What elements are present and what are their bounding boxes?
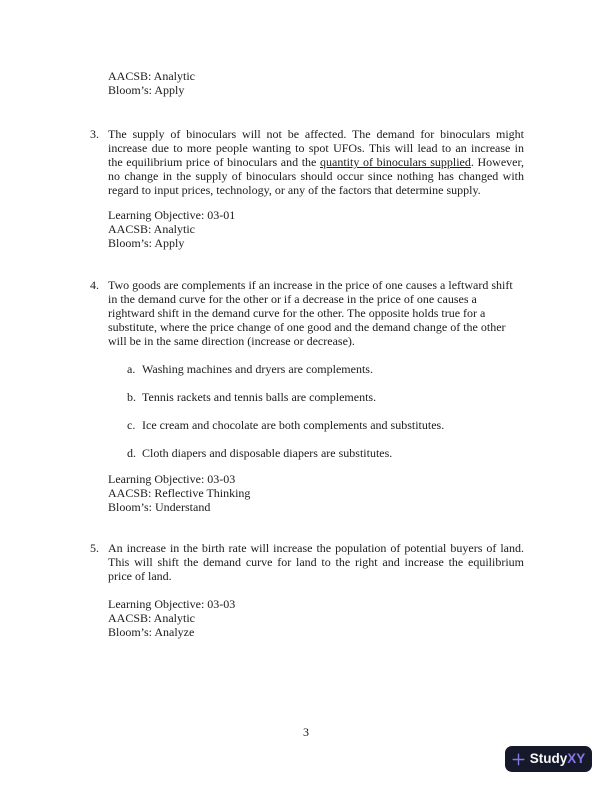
paragraph-line: price of land. (108, 569, 172, 583)
sub-item-text-b: Tennis rackets and tennis balls are complements. (142, 390, 377, 404)
paragraph-line: increase due to more people wanting to spot UFOs. This will lead to an increase in (108, 141, 524, 155)
paragraph-line: The supply of binoculars will not be affected. The demand for binoculars might (108, 127, 524, 141)
sub-item-letter-c: c. (127, 418, 136, 432)
paragraph-line: no change in the supply of binoculars should occur since nothing has changed with (108, 169, 524, 183)
answer-paragraph-5 (108, 541, 524, 583)
sub-item-letter-a: a. (127, 362, 136, 376)
meta-line-aacsb: AACSB: Analytic (108, 222, 196, 236)
text-segment: the equilibrium price of binoculars and the (108, 155, 320, 169)
list-item-number-5: 5. (90, 541, 99, 555)
list-item-number-3: 3. (90, 127, 99, 141)
list-item-number-4: 4. (90, 278, 99, 292)
paragraph-line: This will shift the demand curve for land to the right and increase the equilibrium (108, 555, 524, 569)
paragraph-line: will be in the same direction (increase or decrease). (108, 334, 355, 348)
meta-line-blooms: Bloom’s: Apply (108, 83, 185, 97)
paragraph-line: regard to input prices, technology, or any of the factors that determine supply. (108, 183, 481, 197)
underlined-phrase: quantity of binoculars supplied (320, 155, 471, 169)
meta-line-blooms: Bloom’s: Understand (108, 500, 211, 514)
plus-icon (512, 753, 525, 766)
sub-item-text-d: Cloth diapers and disposable diapers are substitutes. (142, 446, 393, 460)
text-segment: . However, (470, 155, 524, 169)
meta-line-learning-objective: Learning Objective: 03-03 (108, 472, 236, 486)
meta-line-aacsb: AACSB: Analytic (108, 69, 196, 83)
paragraph-line (108, 155, 524, 169)
page-number: 3 (303, 725, 309, 739)
meta-line-learning-objective: Learning Objective: 03-03 (108, 597, 236, 611)
paragraph-line: Two goods are complements if an increase in the price of one causes a leftward shift (108, 278, 513, 292)
answer-paragraph-4 (108, 278, 524, 348)
paragraph-line: in the demand curve for the other or if a decrease in the price of one causes a (108, 292, 477, 306)
paragraph-line: rightward shift in the demand curve for the other. The opposite holds true for a (108, 306, 486, 320)
answer-paragraph-3 (108, 127, 524, 197)
studyxy-logo[interactable] (505, 746, 592, 772)
meta-line-learning-objective: Learning Objective: 03-01 (108, 208, 236, 222)
meta-line-blooms: Bloom’s: Apply (108, 236, 185, 250)
sub-item-text-c: Ice cream and chocolate are both complements and substitutes. (142, 418, 445, 432)
meta-block-4 (108, 597, 235, 639)
sub-item-letter-d: d. (127, 446, 136, 460)
paragraph-line: An increase in the birth rate will increase the population of potential buyers of land. (108, 541, 524, 555)
brand-study-text: Study (529, 751, 568, 766)
meta-block-2 (108, 208, 235, 250)
meta-line-aacsb: AACSB: Reflective Thinking (108, 486, 251, 500)
meta-line-blooms: Bloom’s: Analyze (108, 625, 195, 639)
meta-line-aacsb: AACSB: Analytic (108, 611, 196, 625)
brand-xy-text: XY (567, 751, 586, 766)
sub-item-text-a: Washing machines and dryers are complements. (142, 362, 373, 376)
meta-block-1 (108, 69, 195, 97)
paragraph-line: substitute, where the price change of one good and the demand change of the other (108, 320, 506, 334)
sub-item-letter-b: b. (127, 390, 136, 404)
meta-block-3 (108, 472, 250, 514)
